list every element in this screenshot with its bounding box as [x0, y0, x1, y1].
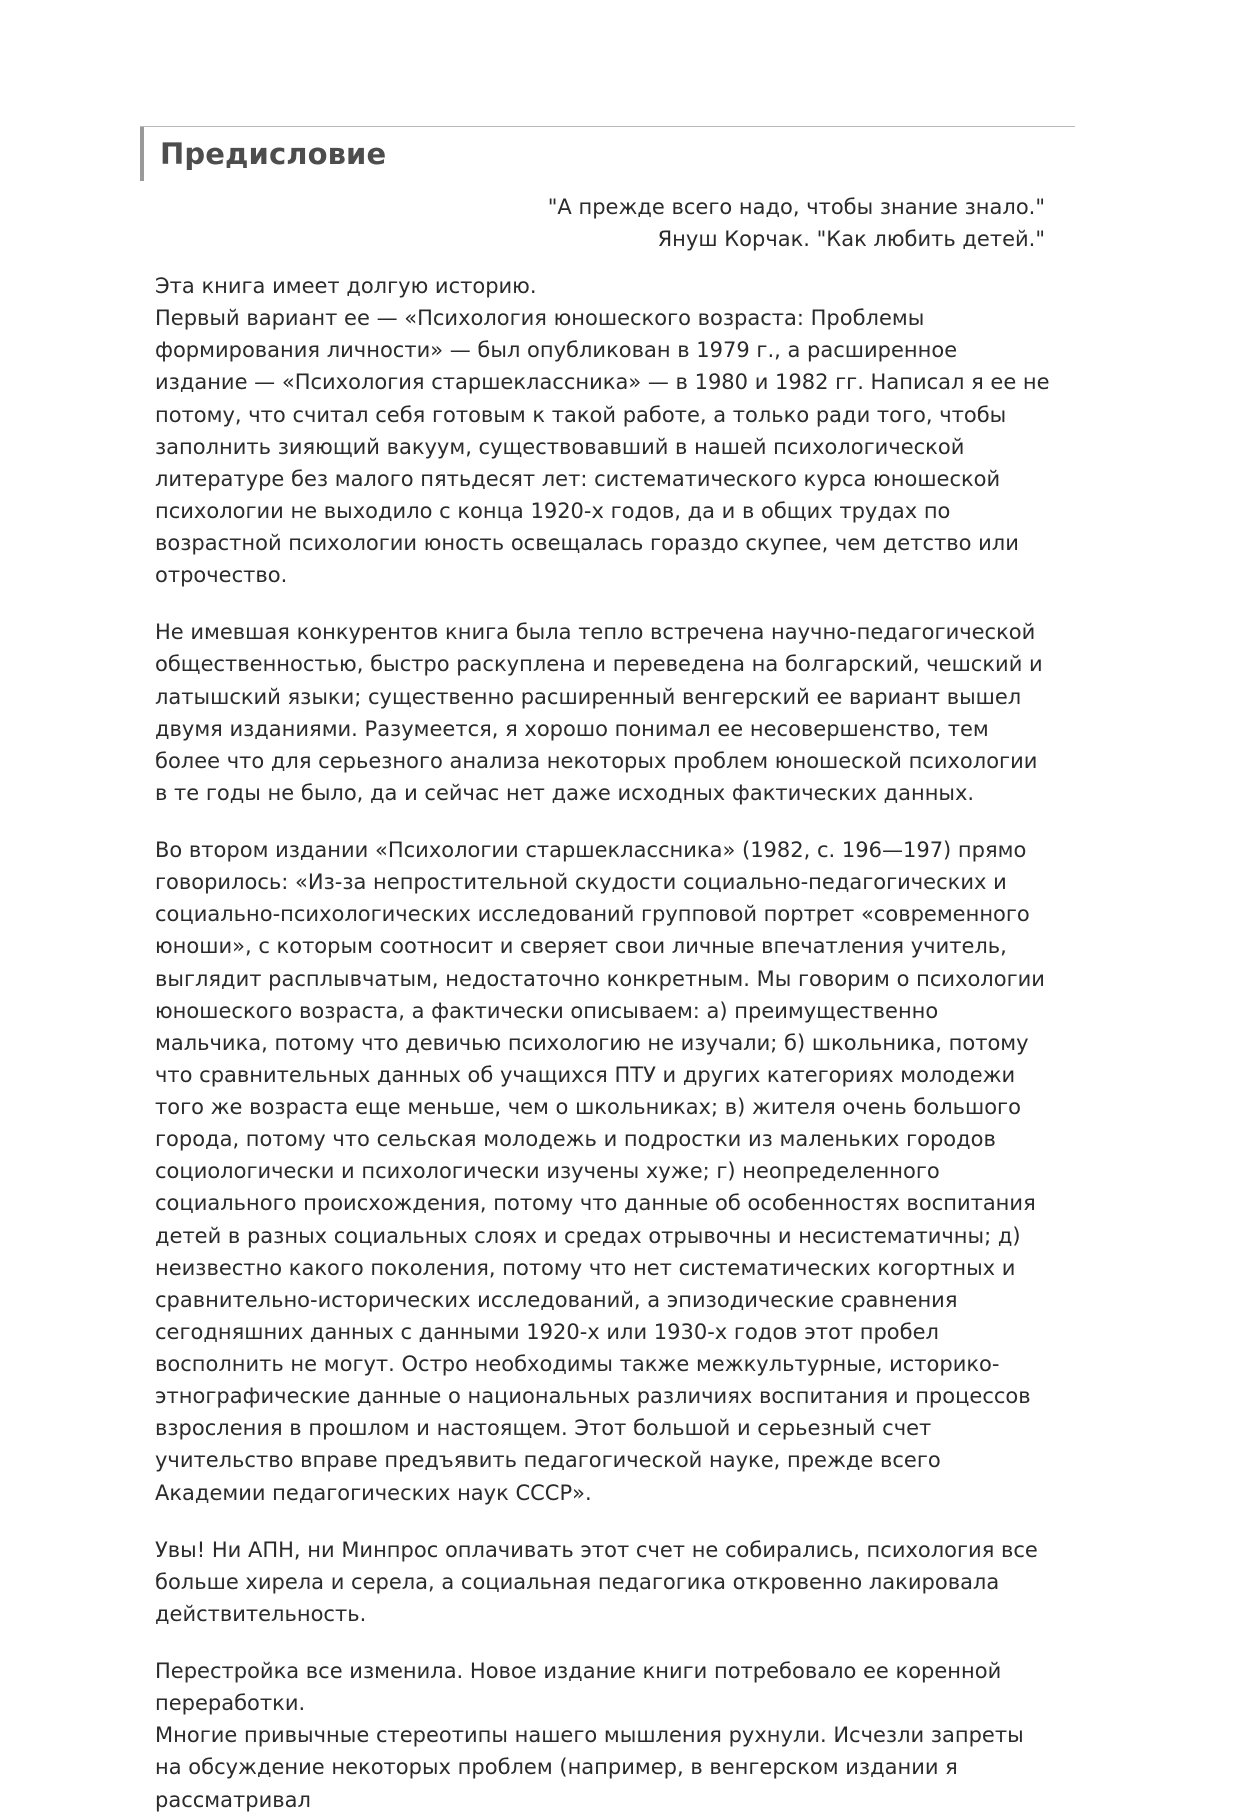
heading-row [140, 127, 1075, 181]
epigraph [140, 192, 1045, 255]
epigraph-quote: "А прежде всего надо, чтобы знание знало." [547, 195, 1045, 219]
section-heading [140, 126, 1075, 181]
body-text [155, 270, 1055, 1816]
paragraph: Первый вариант ее — «Психология юношеского возраста: Проблемы формирования личности» — был опубликован в 1979 г., а расширенное издание — «Психология старшеклассника» — в 1980 и 1982 гг. Написал я ее не потому, что считал себя готовым к такой работе, а только ради того, чтобы заполнить зияющий вакуум, существовавший в нашей психологической литературе без малого пятьдесят лет: систематического курса юношеской психологии не выходило с конца 1920-х годов, да и в общих трудах по возрастной психологии юность освещалась гораздо скупее, чем детство или отрочество. [155, 306, 1050, 588]
paragraph: Не имевшая конкурентов книга была тепло встречена научно-педагогической общественностью, быстро раскуплена и переведена на болгарский, чешский и латышский языки; существенно расширенный венгерский ее вариант вышел двумя изданиями. Разумеется, я хорошо понимал ее несовершенство, тем более что для серьезного анализа некоторых проблем юношеской психологии в те годы не было, да и сейчас нет даже исходных фактических данных. [155, 620, 1043, 805]
heading-accent-bar [140, 127, 144, 181]
paragraph: Увы! Ни АПН, ни Минпрос оплачивать этот счет не собирались, психология все больше хирела и серела, а социальная педагогика откровенно лакировала действительность. [155, 1537, 1038, 1626]
paragraph: Эта книга имеет долгую историю. [155, 274, 537, 298]
paragraph: Многие привычные стереотипы нашего мышления рухнули. Исчезли запреты на обсуждение некоторых проблем (например, в венгерском издании я рассматривал [155, 1723, 1024, 1812]
page-title: Предисловие [160, 137, 387, 171]
paragraph: Во втором издании «Психологии старшеклассника» (1982, с. 196—197) прямо говорилось: «Из-за непростительной скудости социально-педагогических и социально-психологических исследований групповой портрет «современного юноши», с которым соотносит и сверяет свои личные впечатления учитель, выглядит расплывчатым, недостаточно конкретным. Мы говорим о психологии юношеского возраста, а фактически описываем: а) преимущественно мальчика, потому что девичью психологию не изучали; б) школьника, потому что сравнительных данных об учащихся ПТУ и других категориях молодежи того же возраста еще меньше, чем о школьниках; в) жителя очень большого города, потому что сельская молодежь и подростки из маленьких городов социологически и психологически изучены хуже; г) неопределенного социального происхождения, потому что данные об особенностях воспитания детей в разных социальных слоях и средах отрывочны и несистематичны; д) неизвестно какого поколения, потому что нет систематических когортных и сравнительно-исторических исследований, а эпизодические сравнения сегодняшних данных с данными 1920-х или 1930-х годов этот пробел восполнить не могут. Остро необходимы также межкультурные, историко-этнографические данные о национальных различиях воспитания и процессов взросления в прошлом и настоящем. Этот большой и серьезный счет учительство вправе предъявить педагогической науке, прежде всего Академии педагогических наук СССР». [155, 838, 1045, 1505]
paragraph: Перестройка все изменила. Новое издание книги потребовало ее коренной переработки. [155, 1659, 1002, 1716]
epigraph-attribution: Януш Корчак. "Как любить детей." [657, 226, 1045, 251]
